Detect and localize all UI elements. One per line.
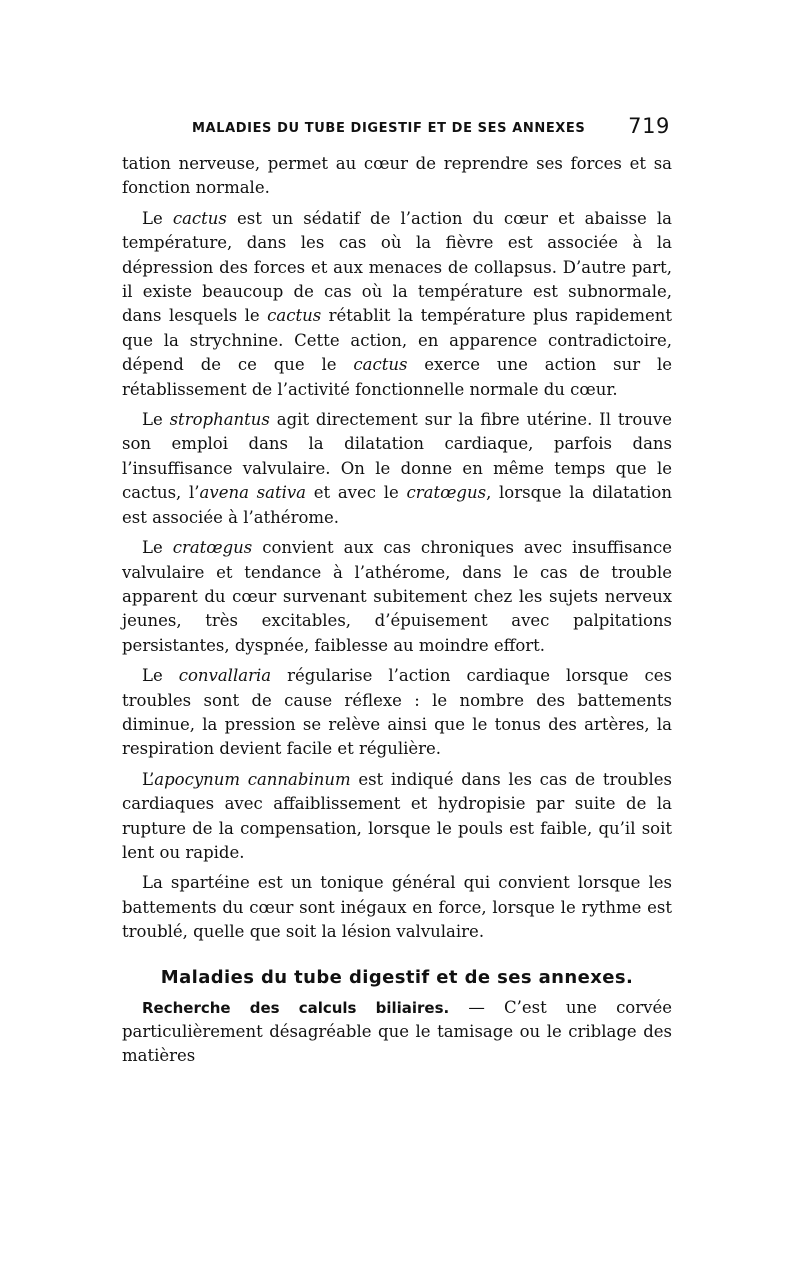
paragraph-calculs: Recherche des calculs biliaires. — C’est une corvée particulièrement désagréable que le tamisage ou le criblage des matières xyxy=(122,997,672,1066)
page-number: 719 xyxy=(628,114,670,138)
book-page xyxy=(122,112,672,1075)
section-title: Maladies du tube digestif et de ses annexes. xyxy=(160,966,634,988)
paragraph-convallaria: Le convallaria régularise l’action cardiaque lorsque ces troubles sont de cause réflexe : le nombre des battements diminue, la pression se relève ainsi que le tonus des artères, la respiration devient facile et régulière. xyxy=(122,666,673,759)
paragraph-sparteine: La spartéine est un tonique général qui convient lorsque les battements du cœur sont inégaux en force, lorsque le rythme est troublé, quelle que soit la lésion valvulaire. xyxy=(122,873,672,942)
running-title: MALADIES DU TUBE DIGESTIF ET DE SES ANNEXES xyxy=(192,121,586,136)
running-head xyxy=(122,112,672,142)
paragraph-strophantus: Le strophantus agit directement sur la fibre utérine. Il trouve son emploi dans la dilatation cardiaque, parfois dans l’insuffisance valvulaire. On le donne en même temps que le cactus, l’avena sativa et avec le cratœgus, lorsque la dilatation est associée à l’athérome. xyxy=(122,410,672,527)
paragraph-apocynum: L’apocynum cannabinum est indiqué dans les cas de troubles cardiaques avec affaiblissement et hydropisie par suite de la rupture de la compensation, lorsque le pouls est faible, qu’il soit lent ou rapide. xyxy=(122,769,672,862)
paragraph-continuation: tation nerveuse, permet au cœur de reprendre ses forces et sa fonction normale. xyxy=(122,154,672,198)
body-text xyxy=(122,152,672,1069)
paragraph-crataegus: Le cratœgus convient aux cas chroniques avec insuffisance valvulaire et tendance à l’athérome, dans le cas de trouble apparent du cœur survenant subitement chez les sujets nerveux jeunes, très excitables, d’épuisement avec palpitations persistantes, dyspnée, faiblesse au moindre effort. xyxy=(122,538,672,655)
runin-heading: Recherche des calculs biliaires. xyxy=(142,998,450,1017)
paragraph-cactus: Le cactus est un sédatif de l’action du cœur et abaisse la température, dans les cas où la fièvre est associée à la dépression des forces et aux menaces de collapsus. D’autre part, il existe beaucoup de cas où la température est subnormale, dans lesquels le cactus rétablit la température plus rapidement que la strychnine. Cette action, en apparence contradictoire, dépend de ce que le cactus exerce une action sur le rétablissement de l’activité fonctionnelle normale du cœur. xyxy=(122,208,673,399)
